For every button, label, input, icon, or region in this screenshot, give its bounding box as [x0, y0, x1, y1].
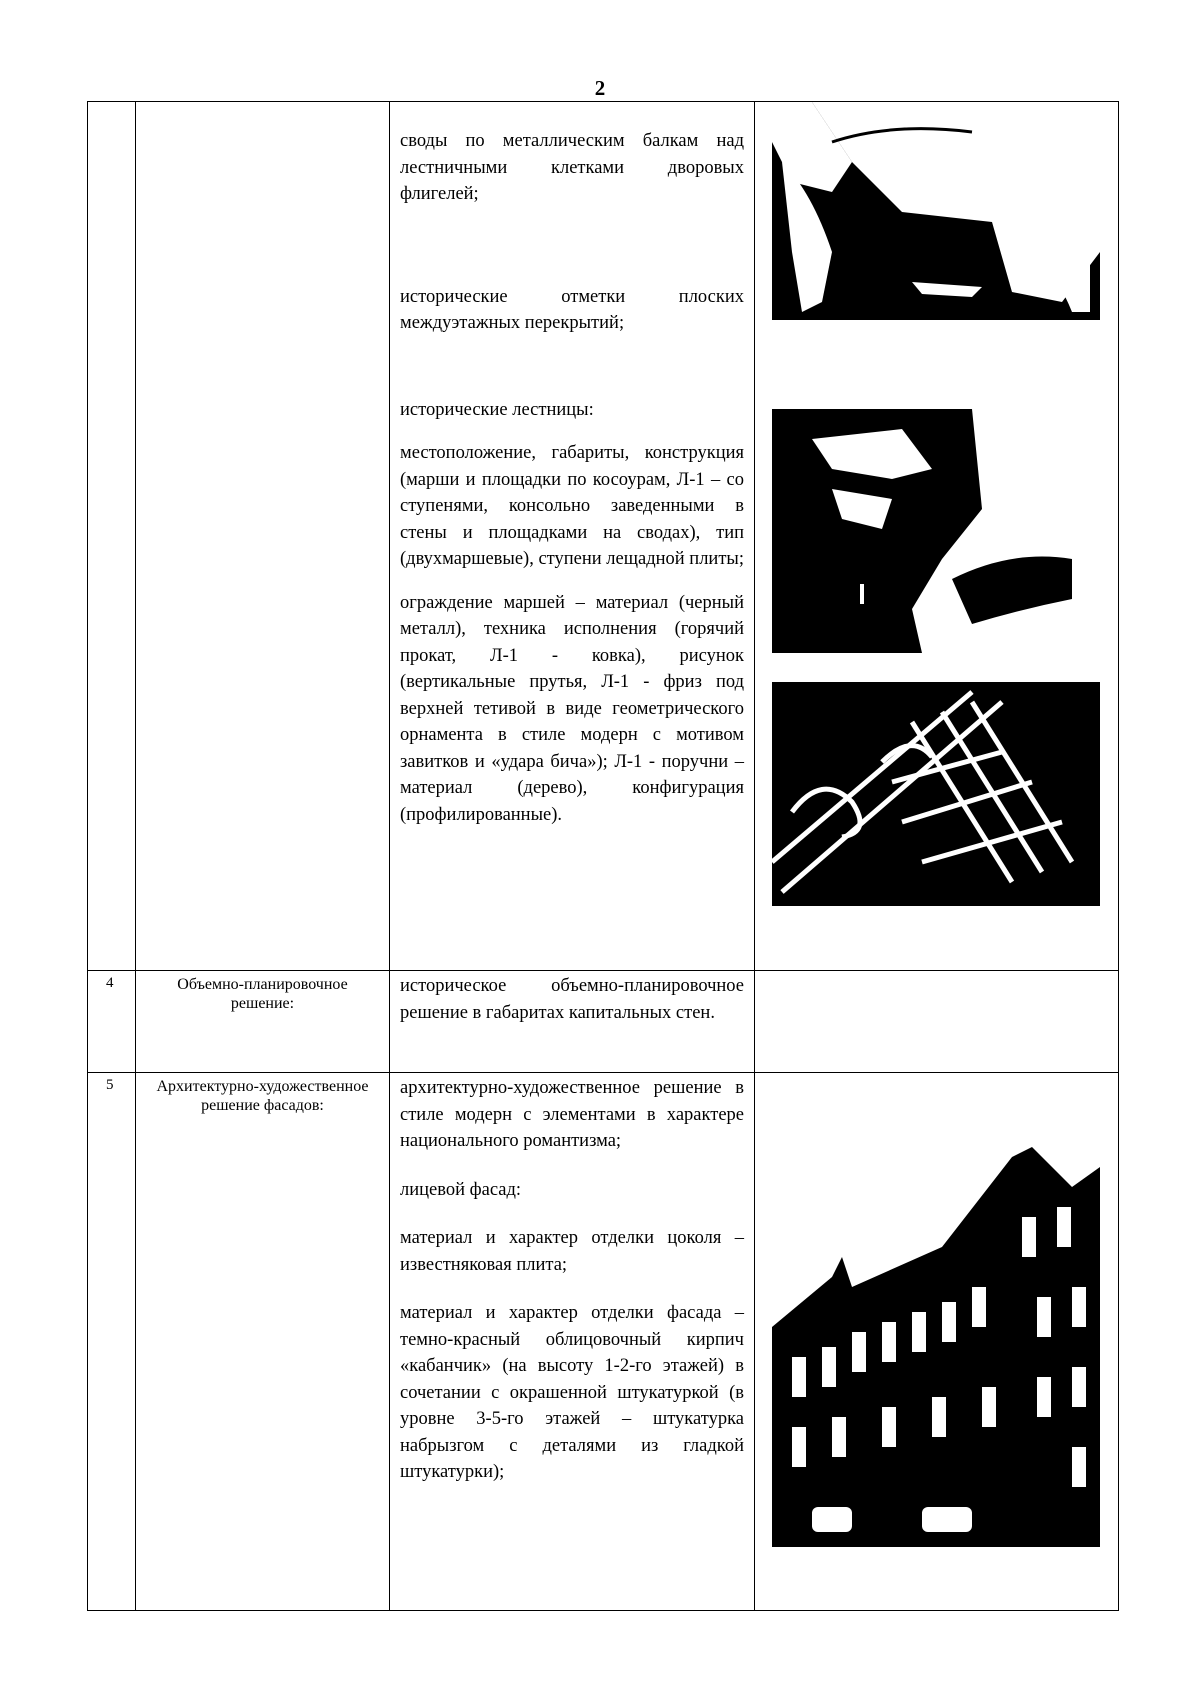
row-description-cell — [390, 102, 755, 971]
floor-levels-paragraph: исторические отметки плоских междуэтажных перекрытий; — [400, 286, 744, 333]
staircase-photo — [772, 409, 1100, 653]
row-number-cell: 4 — [88, 971, 136, 1073]
plinth-paragraph: материал и характер отделки цоколя – известняковая плита; — [400, 1228, 744, 1275]
subject-of-protection-table — [87, 101, 1119, 1611]
row-number-cell: 5 — [88, 1073, 136, 1611]
table-row-5 — [88, 1073, 1119, 1611]
main-facade-paragraph: лицевой фасад: — [400, 1179, 522, 1200]
row-description-cell — [390, 1073, 755, 1611]
row-photo-cell — [755, 1073, 1119, 1611]
railing-photo — [772, 662, 1100, 906]
facade-finish-paragraph: материал и характер отделки фасада – темно-красный облицовочный кирпич «кабанчик» (на высоту 1-2-го этажей) в сочетании с окрашенной штукатуркой (в уровне 3-5-го этажей – штукатурка набрызгом с деталями из гладкой штукатурки); — [400, 1303, 744, 1482]
row-name-cell: Архитектурно-художественное решение фасадов: — [136, 1073, 390, 1611]
stairs-structure-paragraph: местоположение, габариты, конструкция (марши и площадки по косоурам, Л-1 – со ступенями, консольно заведенными в стены и площадками на сводах), тип (двухмаршевые), ступени лещадной плиты; — [400, 443, 744, 569]
facade-photo — [772, 1127, 1100, 1569]
railing-paragraph: ограждение маршей – материал (черный металл), техника исполнения (горячий прокат, Л-1 - ковка), рисунок (вертикальные прутья, Л-1 - фриз под верхней тетивой в виде геометрического орнамента в стиле модерн с мотивом завитков и «удара бича»); Л-1 - поручни – материал (дерево), конфигурация (профилированные). — [400, 592, 744, 825]
row-description-cell — [390, 971, 755, 1073]
row-photo-cell — [755, 971, 1119, 1073]
vaults-paragraph: своды по металлическим балкам над лестничными клетками дворовых флигелей; — [400, 131, 744, 204]
stairs-heading-paragraph: исторические лестницы: — [400, 399, 594, 420]
row-name-cell — [136, 102, 390, 971]
planning-paragraph: историческое объемно-планировочное решение в габаритах капитальных стен. — [400, 976, 744, 1023]
table-row-4 — [88, 971, 1119, 1073]
table-row-continuation — [88, 102, 1119, 971]
row-name-cell: Объемно-планировочное решение: — [136, 971, 390, 1073]
page-number: 2 — [594, 76, 606, 100]
row-number-cell — [88, 102, 136, 971]
vault-photo — [772, 102, 1100, 320]
row-photo-cell — [755, 102, 1119, 971]
style-paragraph: архитектурно-художественное решение в стиле модерн с элементами в характере национального романтизма; — [400, 1078, 744, 1151]
